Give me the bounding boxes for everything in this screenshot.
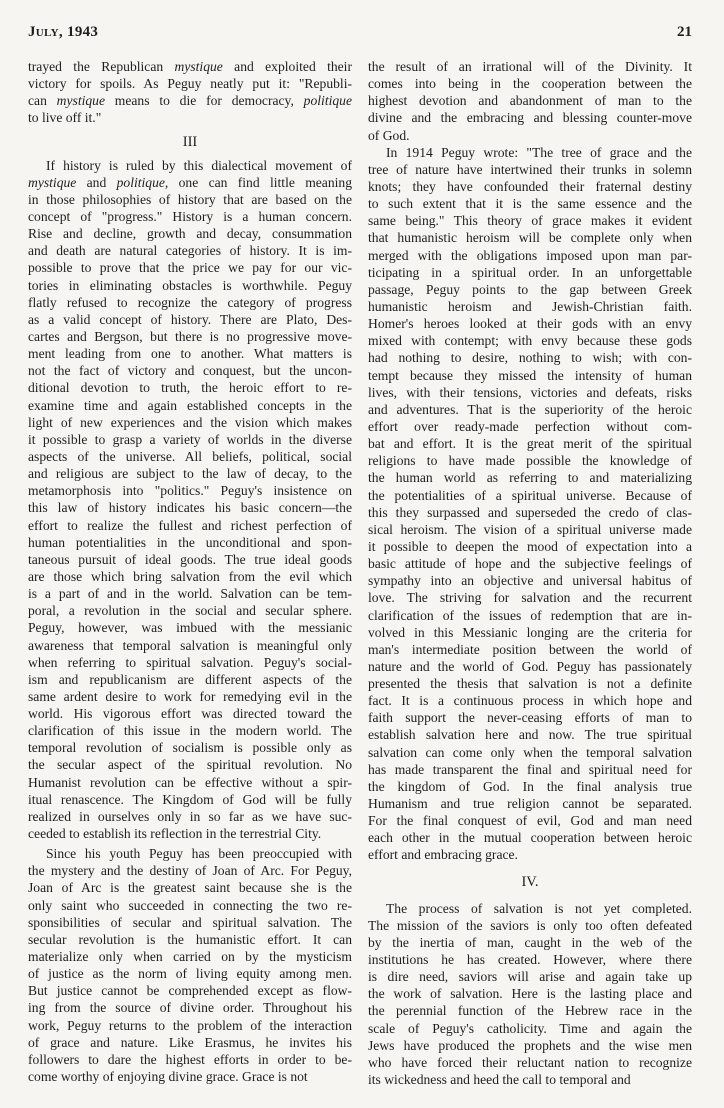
text-line: is a part of and in the world. Salvation can be tem- <box>28 586 352 602</box>
text-line: the result of an irrational will of the Divinity. It <box>368 59 692 74</box>
paragraph <box>368 144 692 864</box>
text-line: can mystique means to die for democracy, politique <box>28 93 353 109</box>
text-line: humanistic heroism and Jewish-Christian faith. <box>368 298 692 314</box>
text-line: man's intermediate position between the world of <box>368 641 692 657</box>
text-line: Joan of Arc is the greatest saint because she is the <box>28 880 352 896</box>
text-line: If history is ruled by this dialectical movement of <box>46 157 352 173</box>
text-line: light of new experiences and the vision which makes <box>28 414 352 430</box>
text-line: poral, a revolution in the social and secular sphere. <box>28 603 352 619</box>
text-line: effort to realize the fullest and richest perfection of <box>28 517 352 533</box>
text-line: sympathy into an objective and universal habitus of <box>368 573 692 589</box>
text-line: had nothing to desire, nothing to wish; with con- <box>368 350 692 366</box>
section-heading: IV. <box>521 873 539 890</box>
text-line: clarification of this issue in the modern world. The <box>28 723 352 739</box>
text-line: the work of salvation. Here is the lasting place and <box>368 986 692 1002</box>
text-line: aspects of the universe. All beliefs, political, social <box>28 448 352 464</box>
text-line: not the fact of victory and conquest, but the uncon- <box>28 363 352 379</box>
text-line: highest devotion and abandonment of man to the <box>368 93 692 109</box>
text-line: Humanist revolution can be effective without a spir- <box>28 774 352 790</box>
text-line: effort over ready-made perfection without com- <box>368 418 692 434</box>
text-line: this law of history indicates his basic concern—the <box>28 500 352 516</box>
text-line: examine time and again established concepts in the <box>28 397 352 413</box>
text-line: only saint who succeeded in connecting the two re- <box>28 897 352 913</box>
text-line: sponsibilities of secular and spiritual salvation. The <box>28 914 352 930</box>
text-line: itual renascence. The Kingdom of God will be fully <box>28 791 352 807</box>
paragraph <box>28 58 352 127</box>
text-line: human potentialities in the unconditional and spon- <box>28 534 352 550</box>
text-line: clarification of the issues of redemption that are in- <box>368 607 692 623</box>
text-line: mixed with contempt; with envy because these gods <box>368 333 692 349</box>
text-line: tories in eliminating obstacles is worthwhile. Peguy <box>28 277 352 293</box>
text-line: cartes and Bergson, but there is no progressive move- <box>28 328 352 344</box>
text-line: Peguy, however, was imbued with the messianic <box>28 620 352 636</box>
text-line: of God. <box>368 127 410 143</box>
text-line: basic attitude of hope and the subjective feelings of <box>368 556 692 572</box>
text-line: materialize only when carried on by the mysticism <box>28 949 352 965</box>
text-line: ceeded to establish its reflection in the terrestrial City. <box>28 826 322 842</box>
text-line: Homer's heroes looked at their gods with an envy <box>368 316 692 332</box>
text-line: followers to dare the highest efforts in order to be- <box>28 1051 352 1067</box>
text-line: victory for spoils. As Peguy neatly put it: "Republi- <box>28 76 352 92</box>
text-line: the secular aspect of the spiritual revolution. No <box>28 757 352 773</box>
text-line: has made transparent the final and spiritual need for <box>368 761 692 777</box>
text-line: divine and the embracing and blessing counter-move <box>368 110 692 126</box>
text-line: bat and effort. It is the great merit of the spiritual <box>368 436 692 452</box>
paragraph <box>28 845 352 1085</box>
text-line: volved in this Messianic longing are the criteria for <box>368 624 692 640</box>
text-line: are those which bring salvation from the evil which <box>28 568 352 584</box>
text-line: ditional devotion to truth, the heroic effort to re- <box>28 380 352 396</box>
text-line: comes into being in the cooperation between the <box>368 76 692 92</box>
text-line: the perennial function of the Hebrew race in the <box>368 1003 692 1019</box>
text-line: come worthy of enjoying divine grace. Grace is not <box>28 1069 308 1085</box>
text-line: ticipating in a spiritual order. In an unforgettable <box>368 264 692 280</box>
text-line: the potentialities of a spiritual universe. Because of <box>368 487 692 503</box>
text-line: nature and the world of God. Peguy has passionately <box>368 658 692 674</box>
text-line: awareness that temporal salvation is meaningful only <box>28 637 352 653</box>
text-line: knots; they have confounded their fraternal destiny <box>368 178 692 194</box>
text-line: fact. It is a continuous process in which hope and <box>368 693 692 709</box>
text-line: when referring to spiritual salvation. Peguy's social- <box>28 654 352 670</box>
left-column <box>28 58 352 1085</box>
text-line: the mystery and the destiny of Joan of Arc. For Peguy, <box>28 863 352 879</box>
running-head <box>28 24 692 44</box>
text-line: possible to prove that the price we pay for our vic- <box>28 260 352 276</box>
running-title: July, 1943 <box>28 24 99 40</box>
text-line: who have forced their reluctant nation to recognize <box>368 1054 692 1070</box>
text-line: sical heroism. The vision of a spiritual universe made <box>368 521 692 537</box>
paragraph <box>28 157 352 843</box>
text-line: work, Peguy returns to the problem of the interaction <box>28 1017 352 1033</box>
text-line: salvation can come only when the temporal salvation <box>368 744 692 760</box>
text-line: same ardent desire to work for remedying evil in the <box>28 688 352 704</box>
text-line: effort and embracing grace. <box>368 847 518 863</box>
text-line: Humanism and true religion cannot be separated. <box>368 796 692 812</box>
text-line: Rise and decline, growth and decay, consummation <box>28 226 352 242</box>
text-line: is dire need, saviors will arise and again take up <box>368 969 692 985</box>
text-line: The process of salvation is not yet completed. <box>386 900 692 916</box>
text-line: religions to have made possible the knowledge of <box>368 453 692 469</box>
text-line: Since his youth Peguy has been preoccupied with <box>46 846 352 862</box>
text-line: and adventures. That is the superiority of the heroic <box>368 401 692 417</box>
text-line: of justice as the norm of living equity among men. <box>28 966 352 982</box>
text-line: realized in ourselves only in so far as we have suc- <box>28 808 352 824</box>
text-line: taneous pursuit of ideal goods. The true ideal goods <box>28 551 352 567</box>
text-line: same being." This theory of grace makes it evident <box>368 213 692 229</box>
text-line: the human world as referring to and materializing <box>368 470 692 486</box>
text-line: institutions he has created. However, where there <box>368 952 692 968</box>
text-line: passage, Peguy points to the gap between Greek <box>368 281 692 297</box>
text-line: presented the thesis that salvation is not a definite <box>368 676 692 692</box>
text-line: For the final conquest of evil, God and man need <box>368 813 692 829</box>
section-heading: III <box>182 133 198 150</box>
paragraph <box>368 58 692 144</box>
text-line: the kingdom of God. In the final analysis true <box>368 778 692 794</box>
text-line: scale of Peguy's catholicity. Time and again the <box>368 1020 692 1036</box>
text-line: ism and republicanism are different aspects of the <box>28 671 352 687</box>
text-line: In 1914 Peguy wrote: "The tree of grace and the <box>386 144 692 160</box>
text-line: as a valid concept of history. There are Plato, Des- <box>28 311 352 327</box>
text-line: to such extent that it is the same essence and the <box>368 196 692 212</box>
text-line: But justice cannot be comprehended except as flow- <box>28 983 352 999</box>
text-line: tree of nature have intertwined their trunks in solemn <box>368 161 692 177</box>
text-line: The mission of the saviors is only too often defeated <box>368 917 692 933</box>
text-line: by the inertia of man, caught in the web of the <box>368 934 692 950</box>
text-line: and religious are subject to the law of decay, to the <box>28 466 352 482</box>
text-line: establish salvation here and now. The true spiritual <box>368 727 692 743</box>
text-line: in those philosophies of history that are based on the <box>28 191 352 207</box>
text-line: mystique and politique, one can find little meaning <box>28 174 352 190</box>
text-line: faith support the never-ceasing efforts of man to <box>368 710 692 726</box>
text-line: tempt because they missed the intensity of human <box>368 367 692 383</box>
text-line: that humanistic heroism will be complete only when <box>368 230 692 246</box>
text-line: ment leading from one to another. What matters is <box>28 346 352 362</box>
text-line: each other in the mutual cooperation between heroic <box>368 830 692 846</box>
text-line: ing from the source of divine order. Throughout his <box>28 1000 352 1016</box>
text-line: metamorphosis into "politics." Peguy's insistence on <box>28 483 352 499</box>
text-line: it possible to deepen the mood of expectation into a <box>368 538 692 554</box>
page-number: 21 <box>677 24 692 40</box>
text-line: it possible to grasp a variety of worlds in the diverse <box>28 431 352 447</box>
text-line: and death are natural categories of history. It is im- <box>28 243 352 259</box>
text-line: temporal revolution of socialism is possible only as <box>28 740 352 756</box>
text-line: concept of "progress." History is a human concern. <box>28 208 352 224</box>
text-line: this they surpassed and superseded the credo of clas- <box>368 504 692 520</box>
text-line: flatly refused to recognize the category of progress <box>28 294 352 310</box>
right-column <box>368 58 692 1088</box>
text-line: of grace and nature. Like Erasmus, he invites his <box>28 1034 352 1050</box>
paragraph <box>368 900 692 1089</box>
text-line: to live off it." <box>28 110 102 126</box>
text-line: love. The striving for salvation and the recurrent <box>368 590 692 606</box>
text-line: lives, with their tensions, victories and defeats, risks <box>368 384 692 400</box>
text-line: world. His vigorous effort was directed toward the <box>28 706 352 722</box>
text-line: its wickedness and heed the call to temporal and <box>368 1072 631 1088</box>
text-line: secular revolution is the humanistic effort. It can <box>28 931 352 947</box>
text-line: Jews have produced the prophets and the wise men <box>368 1037 692 1053</box>
text-line: merged with the obligations imposed upon man par- <box>368 247 692 263</box>
text-line: trayed the Republican mystique and exploited their <box>28 59 352 74</box>
